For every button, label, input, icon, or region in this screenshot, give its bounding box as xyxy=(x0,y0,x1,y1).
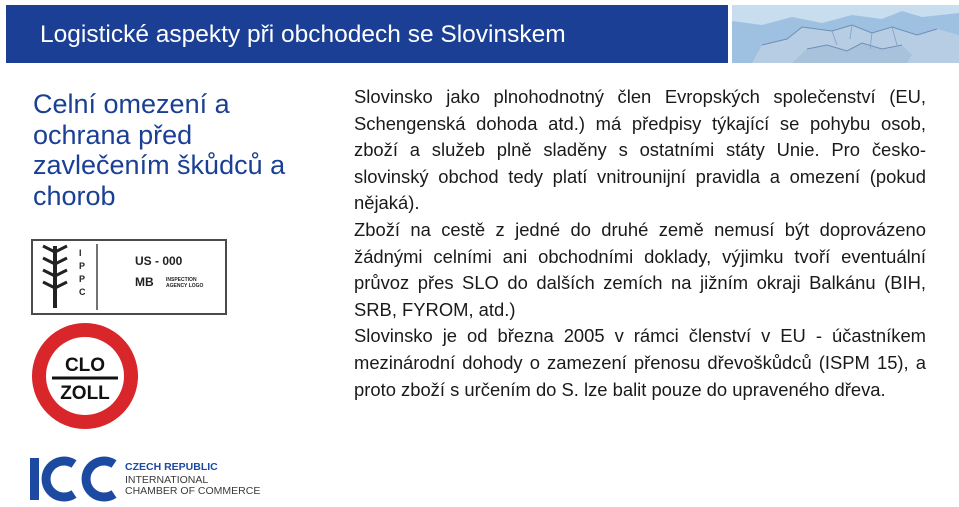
ippc-treatment-code: MB xyxy=(135,275,154,289)
sign-text-zoll: ZOLL xyxy=(60,383,110,404)
slide-header xyxy=(0,0,959,70)
paragraph-ispm15: Slovinsko je od března 2005 v rámci členství v EU - účastníkem mezinárodní dohody o zamezení přenosu dřevoškůdců (ISPM 15), a proto zboží s určením do S. lze balit pouze do upraveného dřeva. xyxy=(354,325,926,400)
section-heading: Celní omezení a ochrana před zavlečením škůdců a chorob xyxy=(33,89,286,211)
logo-line-chamber: CHAMBER OF COMMERCE xyxy=(125,485,261,497)
slide-title: Logistické aspekty při obchodech se Slovinskem xyxy=(40,21,566,48)
wheat-icon xyxy=(35,242,127,312)
ippc-letter: I xyxy=(79,248,82,258)
icc-mark-text: ICC xyxy=(28,456,30,457)
ippc-country-code: US - 000 xyxy=(135,254,183,268)
paragraph-no-customs: Zboží na cestě z jedné do druhé země nemusí být doprovázeno žádnými celními ani obchodními doklady, výjimku tvoří eventuální průvoz přes SLO do dalších zemích na jižním okraji Balkánu (BIH, SRB, FYROM, atd.) xyxy=(354,218,926,320)
ippc-letter: C xyxy=(79,287,86,297)
icc-logo xyxy=(28,456,261,502)
icc-mark-icon xyxy=(28,456,120,502)
main-text-block xyxy=(354,84,926,403)
logo-line-international: INTERNATIONAL xyxy=(125,474,209,486)
ippc-mark-image xyxy=(31,239,227,315)
ippc-agency-text: INSPECTION AGENCY LOGO xyxy=(166,277,204,289)
customs-sign-image xyxy=(30,321,140,431)
paragraph-eu-membership: Slovinsko jako plnohodnotný člen Evropských společenství (EU, Schengenská dohoda atd.) má předpisy týkající se pohybu osob, zboží a služeb plně sladěny s ostatními státy Unie. Pro česko-slovinský obchod tedy platí vnitrounijní pravidla a omezení (pokud nějaká). xyxy=(354,86,926,214)
sign-text-clo: CLO xyxy=(64,355,106,376)
europe-map-image xyxy=(732,5,959,63)
ippc-letter: P xyxy=(79,261,86,271)
ippc-letter: P xyxy=(79,274,86,284)
logo-line-country: CZECH REPUBLIC xyxy=(125,461,218,473)
